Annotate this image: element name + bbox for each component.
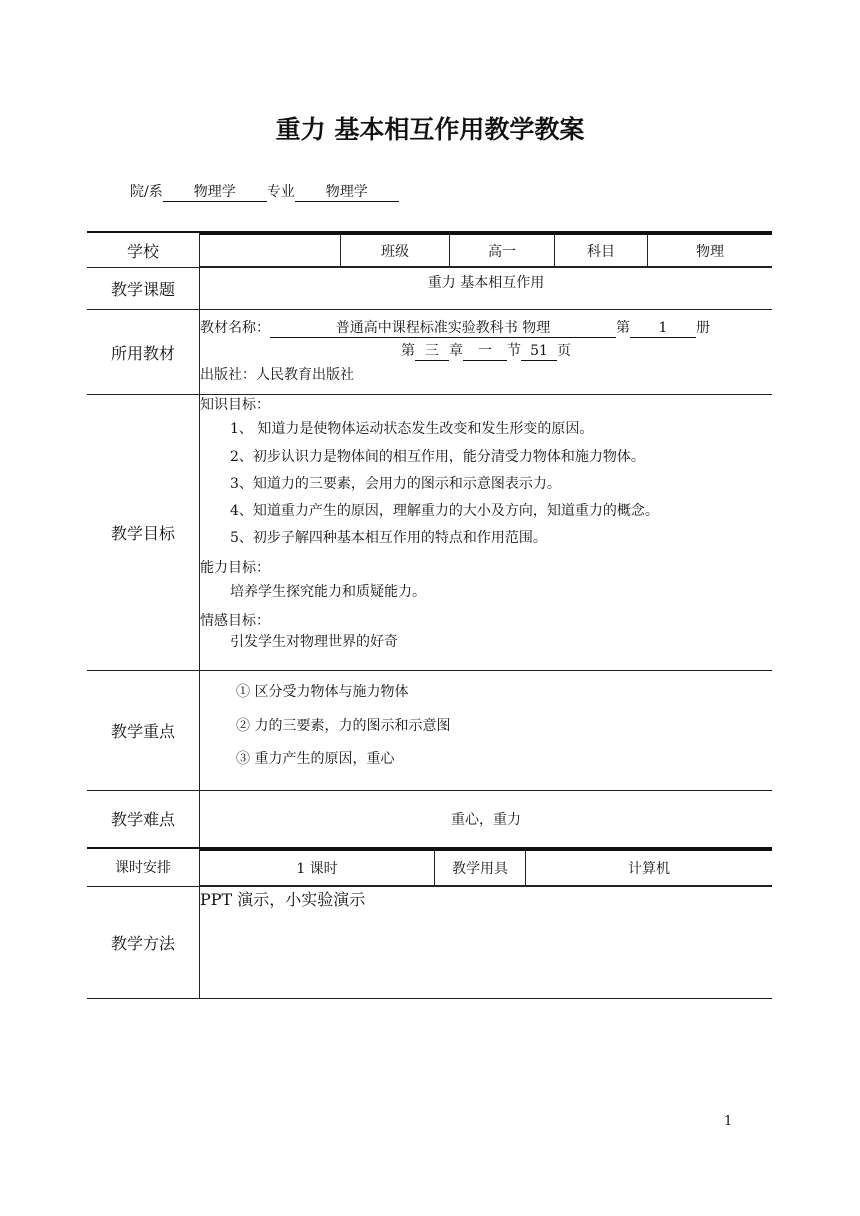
ability-heading: 能力目标：: [200, 559, 270, 576]
schedule-row: [87, 848, 772, 887]
difficulties-row: [87, 791, 772, 848]
tools-value: 计算机: [526, 850, 773, 886]
major-label: 专业: [266, 184, 295, 200]
key-point-2: ② 力的三要素，力的图示和示意图: [236, 717, 451, 734]
page-number: 1: [724, 1114, 733, 1129]
dept-value: 物理学: [163, 183, 267, 202]
volume-value: 1: [630, 319, 696, 338]
ability-item: 培养学生探究能力和质疑能力。: [230, 584, 426, 601]
class-value: 高一: [450, 234, 555, 267]
page-value: 51: [521, 342, 557, 361]
knowledge-item-1: 1、 知道力是使物体运动状态发生改变和发生形变的原因。: [230, 421, 594, 438]
topic-row: [87, 268, 772, 310]
subject-value: 物理: [648, 234, 773, 267]
subject-label: 科目: [555, 234, 648, 267]
knowledge-item-3: 3、知道力的三要素，会用力的图示和示意图表示力。: [230, 475, 561, 492]
key-point-3: ③ 重力产生的原因，重心: [236, 751, 395, 768]
chapter-value: 三: [415, 342, 449, 361]
major-value: 物理学: [295, 183, 399, 202]
tools-label: 教学用具: [435, 850, 526, 886]
knowledge-item-2: 2、初步认识力是物体间的相互作用，能分清受力物体和施力物体。: [230, 448, 645, 465]
key-point-1: ① 区分受力物体与施力物体: [236, 684, 409, 700]
topic-value: 重力 基本相互作用: [427, 275, 545, 291]
publisher: 出版社：人民教育出版社: [200, 366, 354, 383]
textbook-row: [87, 310, 772, 395]
difficulties-value: 重心，重力: [451, 811, 521, 828]
section-value: 一: [463, 342, 507, 361]
knowledge-item-5: 5、初步子解四种基本相互作用的特点和作用范围。: [230, 530, 547, 547]
chapter-line: 第 三 章 一 节 51 页: [401, 343, 571, 360]
method-value: PPT 演示，小实验演示: [200, 889, 366, 909]
textbook-name: 普通高中课程标准实验教科书 物理: [270, 319, 616, 338]
schedule-value: 1 课时: [296, 860, 338, 877]
school-row: [87, 232, 772, 268]
textbook-label: 所用教材: [87, 310, 200, 395]
key-points-label: 教学重点: [87, 671, 200, 791]
goals-row: [87, 395, 772, 671]
method-row: [87, 886, 772, 998]
lesson-plan-table: [87, 231, 772, 999]
topic-label: 教学课题: [87, 268, 200, 310]
dept-label: 院/系: [130, 184, 163, 200]
school-label: 学校: [87, 232, 200, 268]
department-line: [130, 181, 399, 202]
knowledge-heading: 知识目标：: [200, 397, 270, 413]
emotion-item: 引发学生对物理世界的好奇: [230, 633, 398, 650]
knowledge-item-4: 4、知道重力产生的原因，理解重力的大小及方向，知道重力的概念。: [230, 503, 659, 520]
emotion-heading: 情感目标：: [200, 613, 270, 630]
key-points-row: [87, 671, 772, 791]
schedule-label: 课时安排: [87, 848, 200, 887]
document-title: 重力 基本相互作用教学教案: [275, 115, 585, 144]
textbook-name-line: 教材名称： 普通高中课程标准实验教科书 物理 第 1 册: [200, 320, 710, 337]
method-label: 教学方法: [87, 886, 200, 998]
class-label: 班级: [341, 234, 450, 267]
school-value: [200, 234, 341, 267]
difficulties-label: 教学难点: [87, 791, 200, 848]
goals-label: 教学目标: [87, 395, 200, 671]
